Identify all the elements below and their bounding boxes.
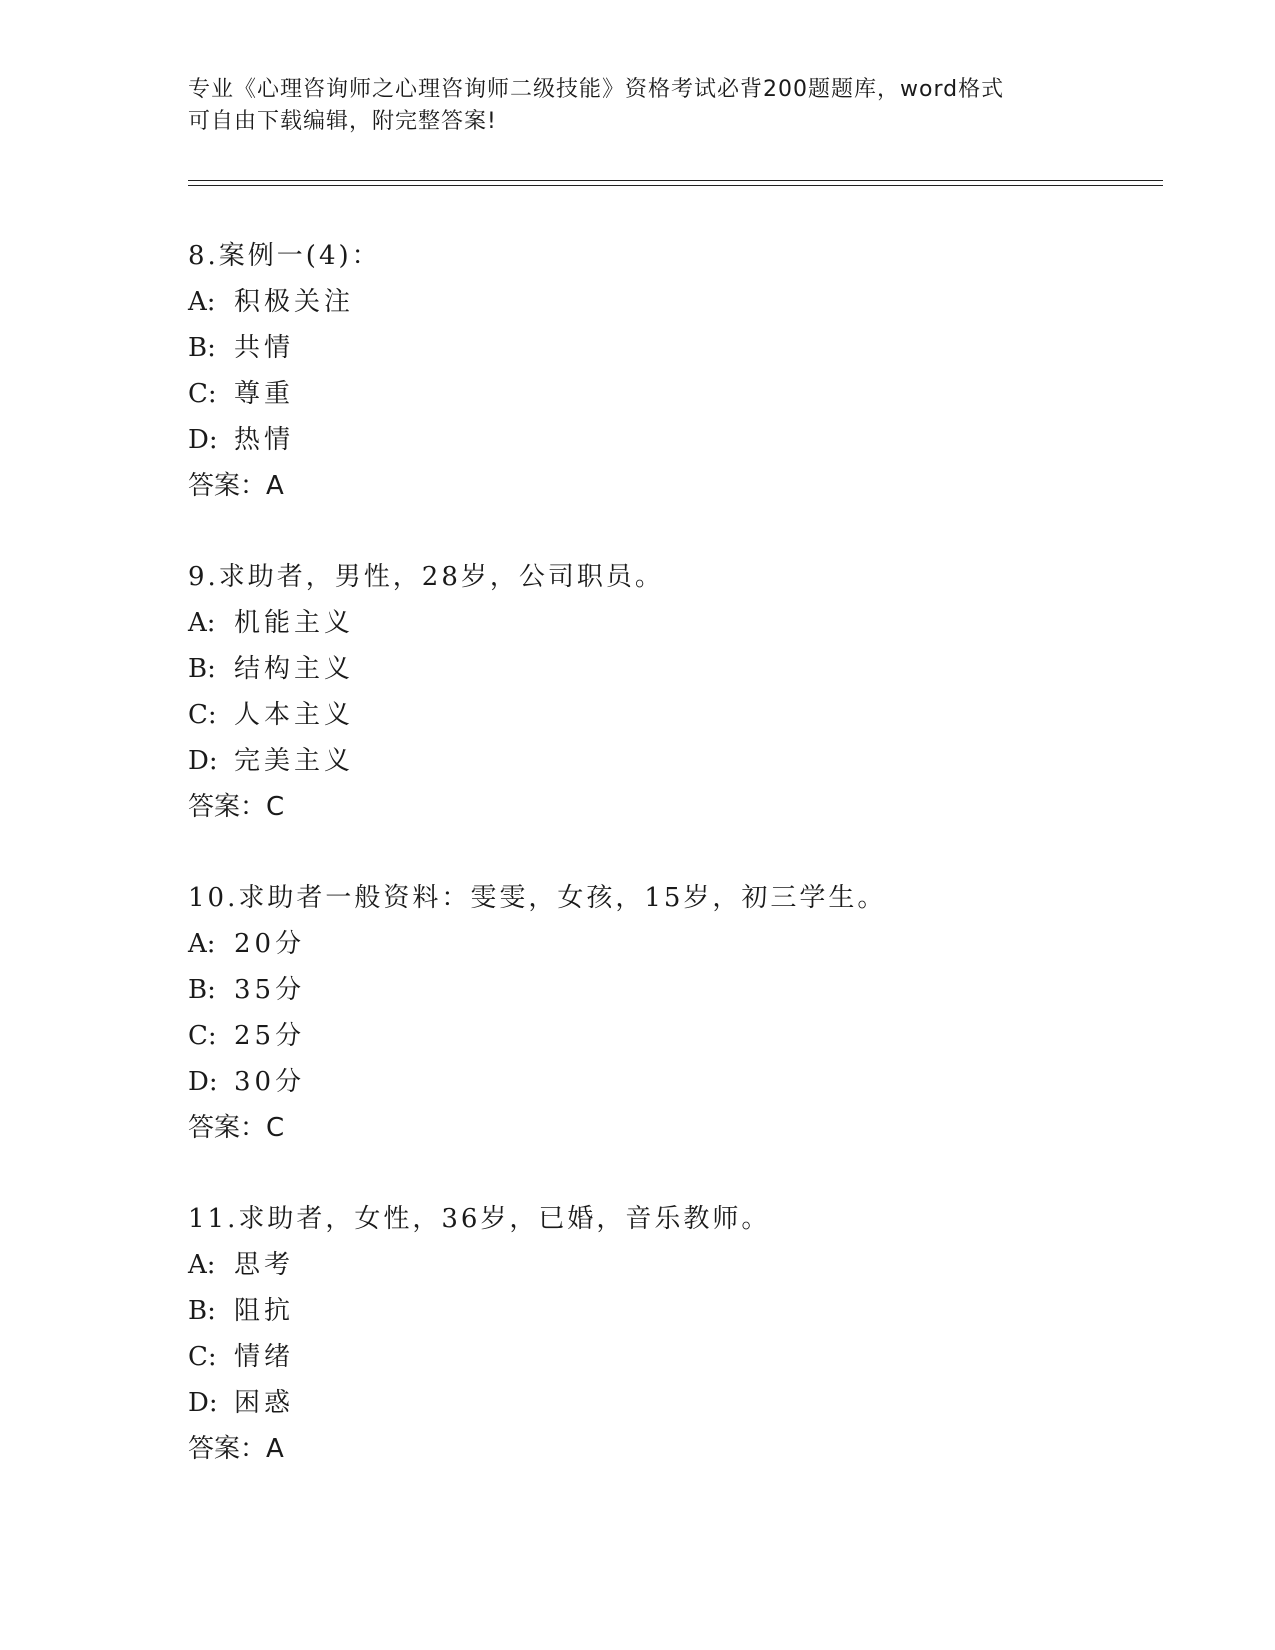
question-11 [188, 1196, 1168, 1472]
option-letter: D: [188, 1067, 218, 1097]
option-a [188, 279, 1168, 325]
header-line-2: 可自由下载编辑，附完整答案! [188, 109, 497, 134]
option-letter: A: [188, 608, 216, 638]
option-letter: B: [188, 333, 216, 363]
option-letter: C: [188, 1342, 217, 1372]
option-letter: D: [188, 1388, 218, 1418]
option-text: 思考 [234, 1250, 295, 1280]
document-header [188, 74, 1088, 138]
answer-line: 答案：A [188, 471, 284, 501]
option-a [188, 600, 1168, 646]
option-b [188, 646, 1168, 692]
option-text: 人本主义 [234, 700, 355, 730]
option-text: 共情 [234, 333, 295, 363]
question-8 [188, 233, 1168, 509]
option-c [188, 1334, 1168, 1380]
option-d [188, 1059, 1168, 1105]
option-letter: A: [188, 1250, 216, 1280]
header-divider-top [188, 180, 1163, 181]
option-text: 20分 [234, 929, 306, 959]
option-letter: C: [188, 1021, 217, 1051]
option-letter: A: [188, 929, 216, 959]
question-9 [188, 554, 1168, 830]
option-text: 35分 [234, 975, 306, 1005]
option-c [188, 692, 1168, 738]
option-b [188, 325, 1168, 371]
option-letter: D: [188, 425, 218, 455]
option-text: 25分 [234, 1021, 306, 1051]
option-d [188, 417, 1168, 463]
answer-line: 答案：C [188, 792, 285, 822]
option-b [188, 967, 1168, 1013]
option-a [188, 1242, 1168, 1288]
question-stem: 9.求助者，男性，28岁，公司职员。 [188, 562, 664, 592]
option-text: 结构主义 [234, 654, 355, 684]
option-letter: C: [188, 700, 217, 730]
option-text: 阻抗 [234, 1296, 295, 1326]
option-letter: D: [188, 746, 218, 776]
option-text: 机能主义 [234, 608, 355, 638]
answer-line: 答案：C [188, 1113, 285, 1143]
option-text: 完美主义 [234, 746, 355, 776]
header-divider-bottom [188, 185, 1163, 186]
option-text: 尊重 [234, 379, 295, 409]
option-a [188, 921, 1168, 967]
option-letter: A: [188, 287, 216, 317]
option-b [188, 1288, 1168, 1334]
question-10 [188, 875, 1168, 1151]
header-line-1: 专业《心理咨询师之心理咨询师二级技能》资格考试必背200题题库，word格式 [188, 77, 1005, 102]
option-d [188, 1380, 1168, 1426]
question-stem: 11.求助者，女性，36岁，已婚，音乐教师。 [188, 1204, 771, 1234]
option-text: 30分 [234, 1067, 306, 1097]
option-letter: B: [188, 1296, 216, 1326]
question-stem: 10.求助者一般资料：雯雯，女孩，15岁，初三学生。 [188, 883, 887, 913]
option-text: 困惑 [234, 1388, 295, 1418]
question-stem: 8.案例一(4)： [188, 241, 381, 271]
option-letter: B: [188, 654, 216, 684]
option-c [188, 1013, 1168, 1059]
question-list [188, 233, 1168, 1517]
option-text: 积极关注 [234, 287, 355, 317]
option-d [188, 738, 1168, 784]
option-text: 热情 [234, 425, 295, 455]
option-text: 情绪 [234, 1342, 295, 1372]
option-letter: B: [188, 975, 216, 1005]
option-letter: C: [188, 379, 217, 409]
option-c [188, 371, 1168, 417]
answer-line: 答案：A [188, 1434, 284, 1464]
